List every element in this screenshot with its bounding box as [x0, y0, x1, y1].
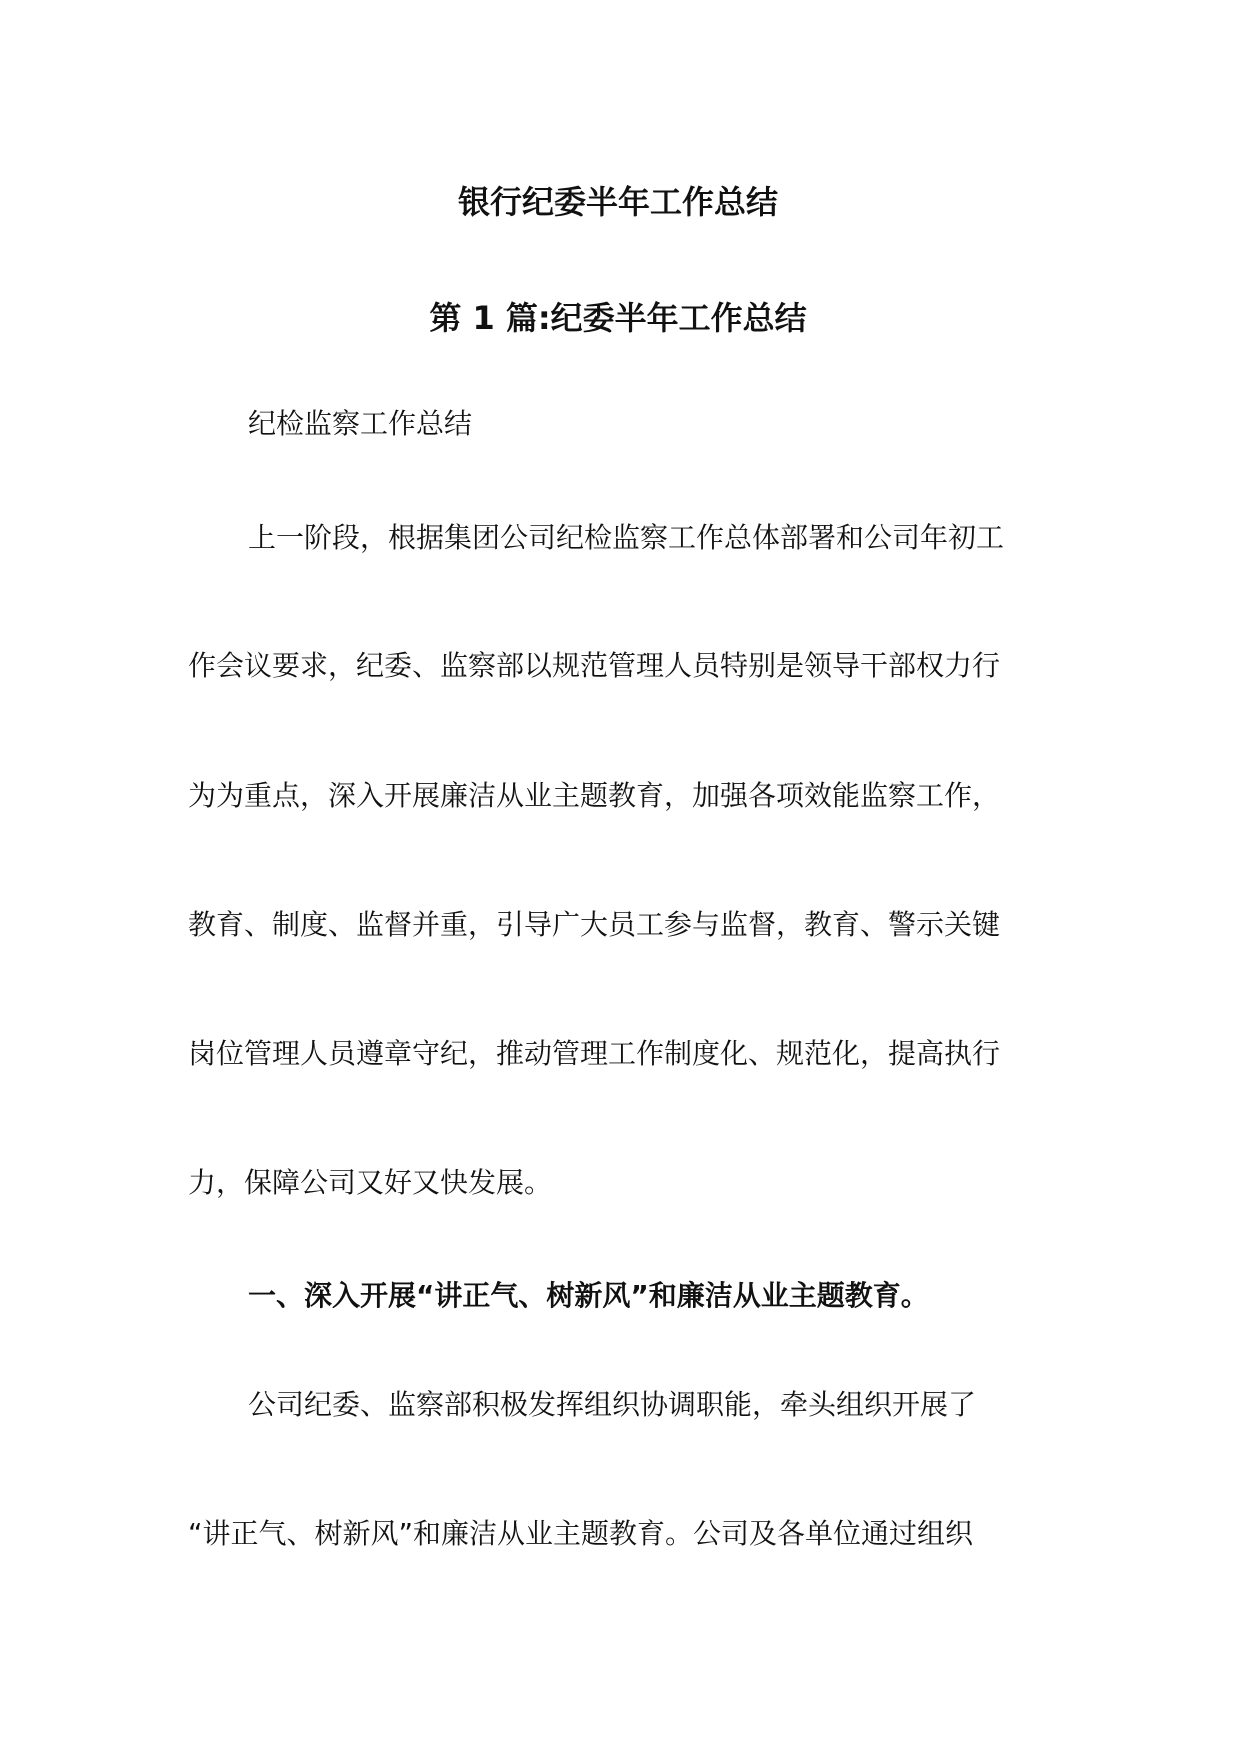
section-heading: 纪检监察工作总结: [248, 407, 473, 440]
paragraph-line: 教育、制度、监督并重，引导广大员工参与监督，教育、警示关键: [188, 908, 1001, 941]
document-subtitle: 第 1 篇:纪委半年工作总结: [429, 299, 807, 337]
paragraph-line: “讲正气、树新风”和廉洁从业主题教育。公司及各单位通过组织: [188, 1517, 974, 1550]
paragraph-line: 上一阶段，根据集团公司纪检监察工作总体部署和公司年初工: [248, 521, 1005, 554]
paragraph-line: 为为重点，深入开展廉洁从业主题教育，加强各项效能监察工作，: [188, 779, 1001, 812]
paragraph-line: 岗位管理人员遵章守纪，推动管理工作制度化、规范化，提高执行: [188, 1037, 1001, 1070]
paragraph-line: 力，保障公司又好又快发展。: [188, 1166, 553, 1199]
paragraph-line: 作会议要求，纪委、监察部以规范管理人员特别是领导干部权力行: [188, 649, 1001, 682]
document-title: 银行纪委半年工作总结: [457, 183, 778, 221]
section-heading-1: 一、深入开展“讲正气、树新风”和廉洁从业主题教育。: [248, 1279, 929, 1312]
paragraph-line: 公司纪委、监察部积极发挥组织协调职能，牵头组织开展了: [248, 1388, 977, 1421]
